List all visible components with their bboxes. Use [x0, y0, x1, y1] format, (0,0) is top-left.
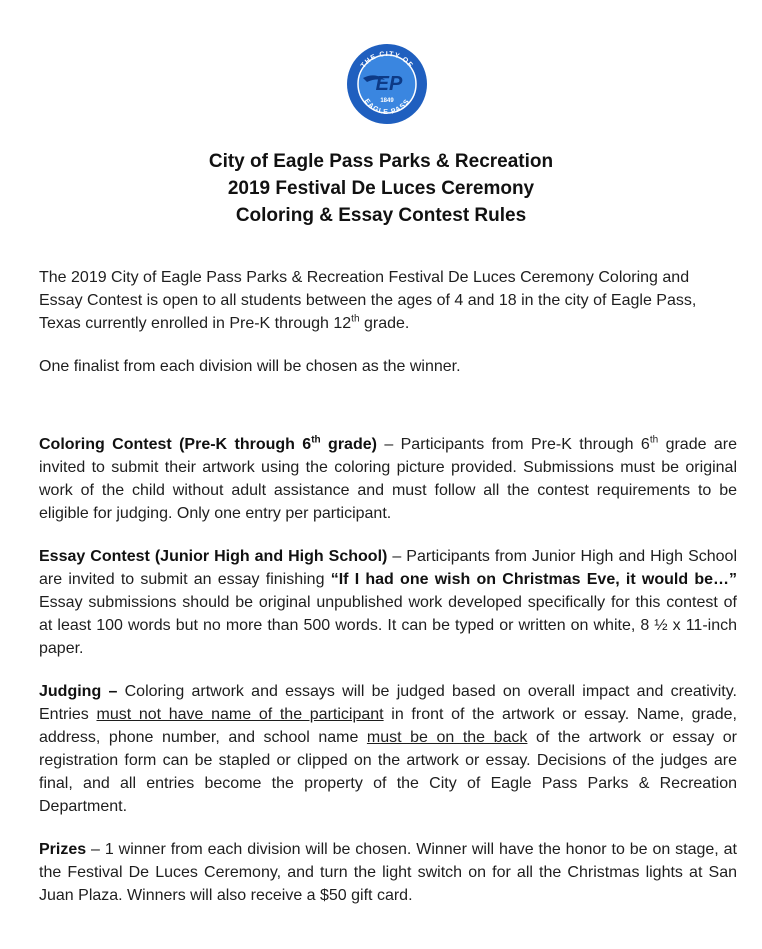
essay-contest-section	[39, 545, 737, 660]
prizes-section	[39, 838, 737, 907]
seal-monogram: EP	[375, 73, 403, 95]
intro-sup: th	[351, 313, 360, 325]
essay-prompt-quote: “If I had one wish on Christmas Eve, it would be…”	[330, 571, 737, 588]
judging-section	[39, 680, 737, 818]
intro-text-end: grade.	[359, 315, 410, 332]
coloring-contest-section	[39, 433, 737, 525]
intro-text: The 2019 City of Eagle Pass Parks & Recreation Festival De Luces Ceremony Coloring and Essay Contest is open to all students between the ages of 4 and 18 in the city of Eagle Pass, Texas currently enrolled in Pre-K through 12	[39, 269, 697, 332]
prizes-heading: Prizes	[39, 841, 87, 858]
essay-text-end: Essay submissions should be original unpublished work developed specifically for this contest of at least 100 words but no more than 500 words. It can be typed or written on white, 8 ½ x 11-inch paper.	[39, 594, 737, 657]
coloring-text-sup: th	[649, 434, 659, 446]
finalist-paragraph: One finalist from each division will be chosen as the winner.	[39, 358, 461, 375]
coloring-heading-text-end: grade)	[320, 436, 377, 453]
coloring-heading-sup: th	[311, 434, 321, 446]
judging-underlined-rule-1: must not have name of the participant	[96, 706, 384, 723]
city-seal-logo	[345, 42, 429, 126]
seal-bottom-text: EAGLE PASS	[362, 97, 412, 117]
coloring-heading-text: Coloring Contest (Pre-K through 6	[39, 436, 312, 453]
essay-heading: Essay Contest (Junior High and High School)	[39, 548, 388, 565]
judging-text: Coloring artwork and essays will be judged based on overall impact and creativity. Entries	[39, 683, 738, 723]
title-line-3: Coloring & Essay Contest Rules	[235, 205, 527, 226]
title-line-1: City of Eagle Pass Parks & Recreation	[208, 151, 554, 172]
coloring-text: – Participants from Pre-K through 6	[376, 436, 650, 453]
judging-heading: Judging –	[39, 683, 118, 700]
judging-text-middle: in front of the artwork or essay. Name, grade, address, phone number, and school name	[39, 706, 737, 746]
title-line-2: 2019 Festival De Luces Ceremony	[227, 178, 535, 199]
intro-paragraph	[39, 266, 737, 335]
seal-year: 1849	[380, 98, 394, 104]
judging-text-end: of the artwork or essay or registration form can be stapled or clipped on the artwork or essay. Decisions of the judges are final, and all entries become the property of the City of Eagle Pass Parks & Recreation Department.	[39, 729, 737, 815]
prizes-text: – 1 winner from each division will be chosen. Winner will have the honor to be on stage, at the Festival De Luces Ceremony, and turn the light switch on for all the Christmas lights at San Juan Plaza. Winners will also receive a $50 gift card.	[39, 841, 737, 904]
coloring-heading	[39, 436, 377, 453]
document-title	[0, 148, 762, 229]
coloring-text-end: grade are invited to submit their artwork using the coloring picture provided. Submissions must be original work of the child without adult assistance and must follow all the contest requirements to be eligible for judging. Only one entry per participant.	[39, 436, 738, 522]
essay-text: – Participants from Junior High and High School are invited to submit an essay finishing	[39, 548, 738, 588]
seal-top-text: THE CITY OF	[359, 50, 415, 70]
judging-underlined-rule-2: must be on the back	[366, 729, 528, 746]
